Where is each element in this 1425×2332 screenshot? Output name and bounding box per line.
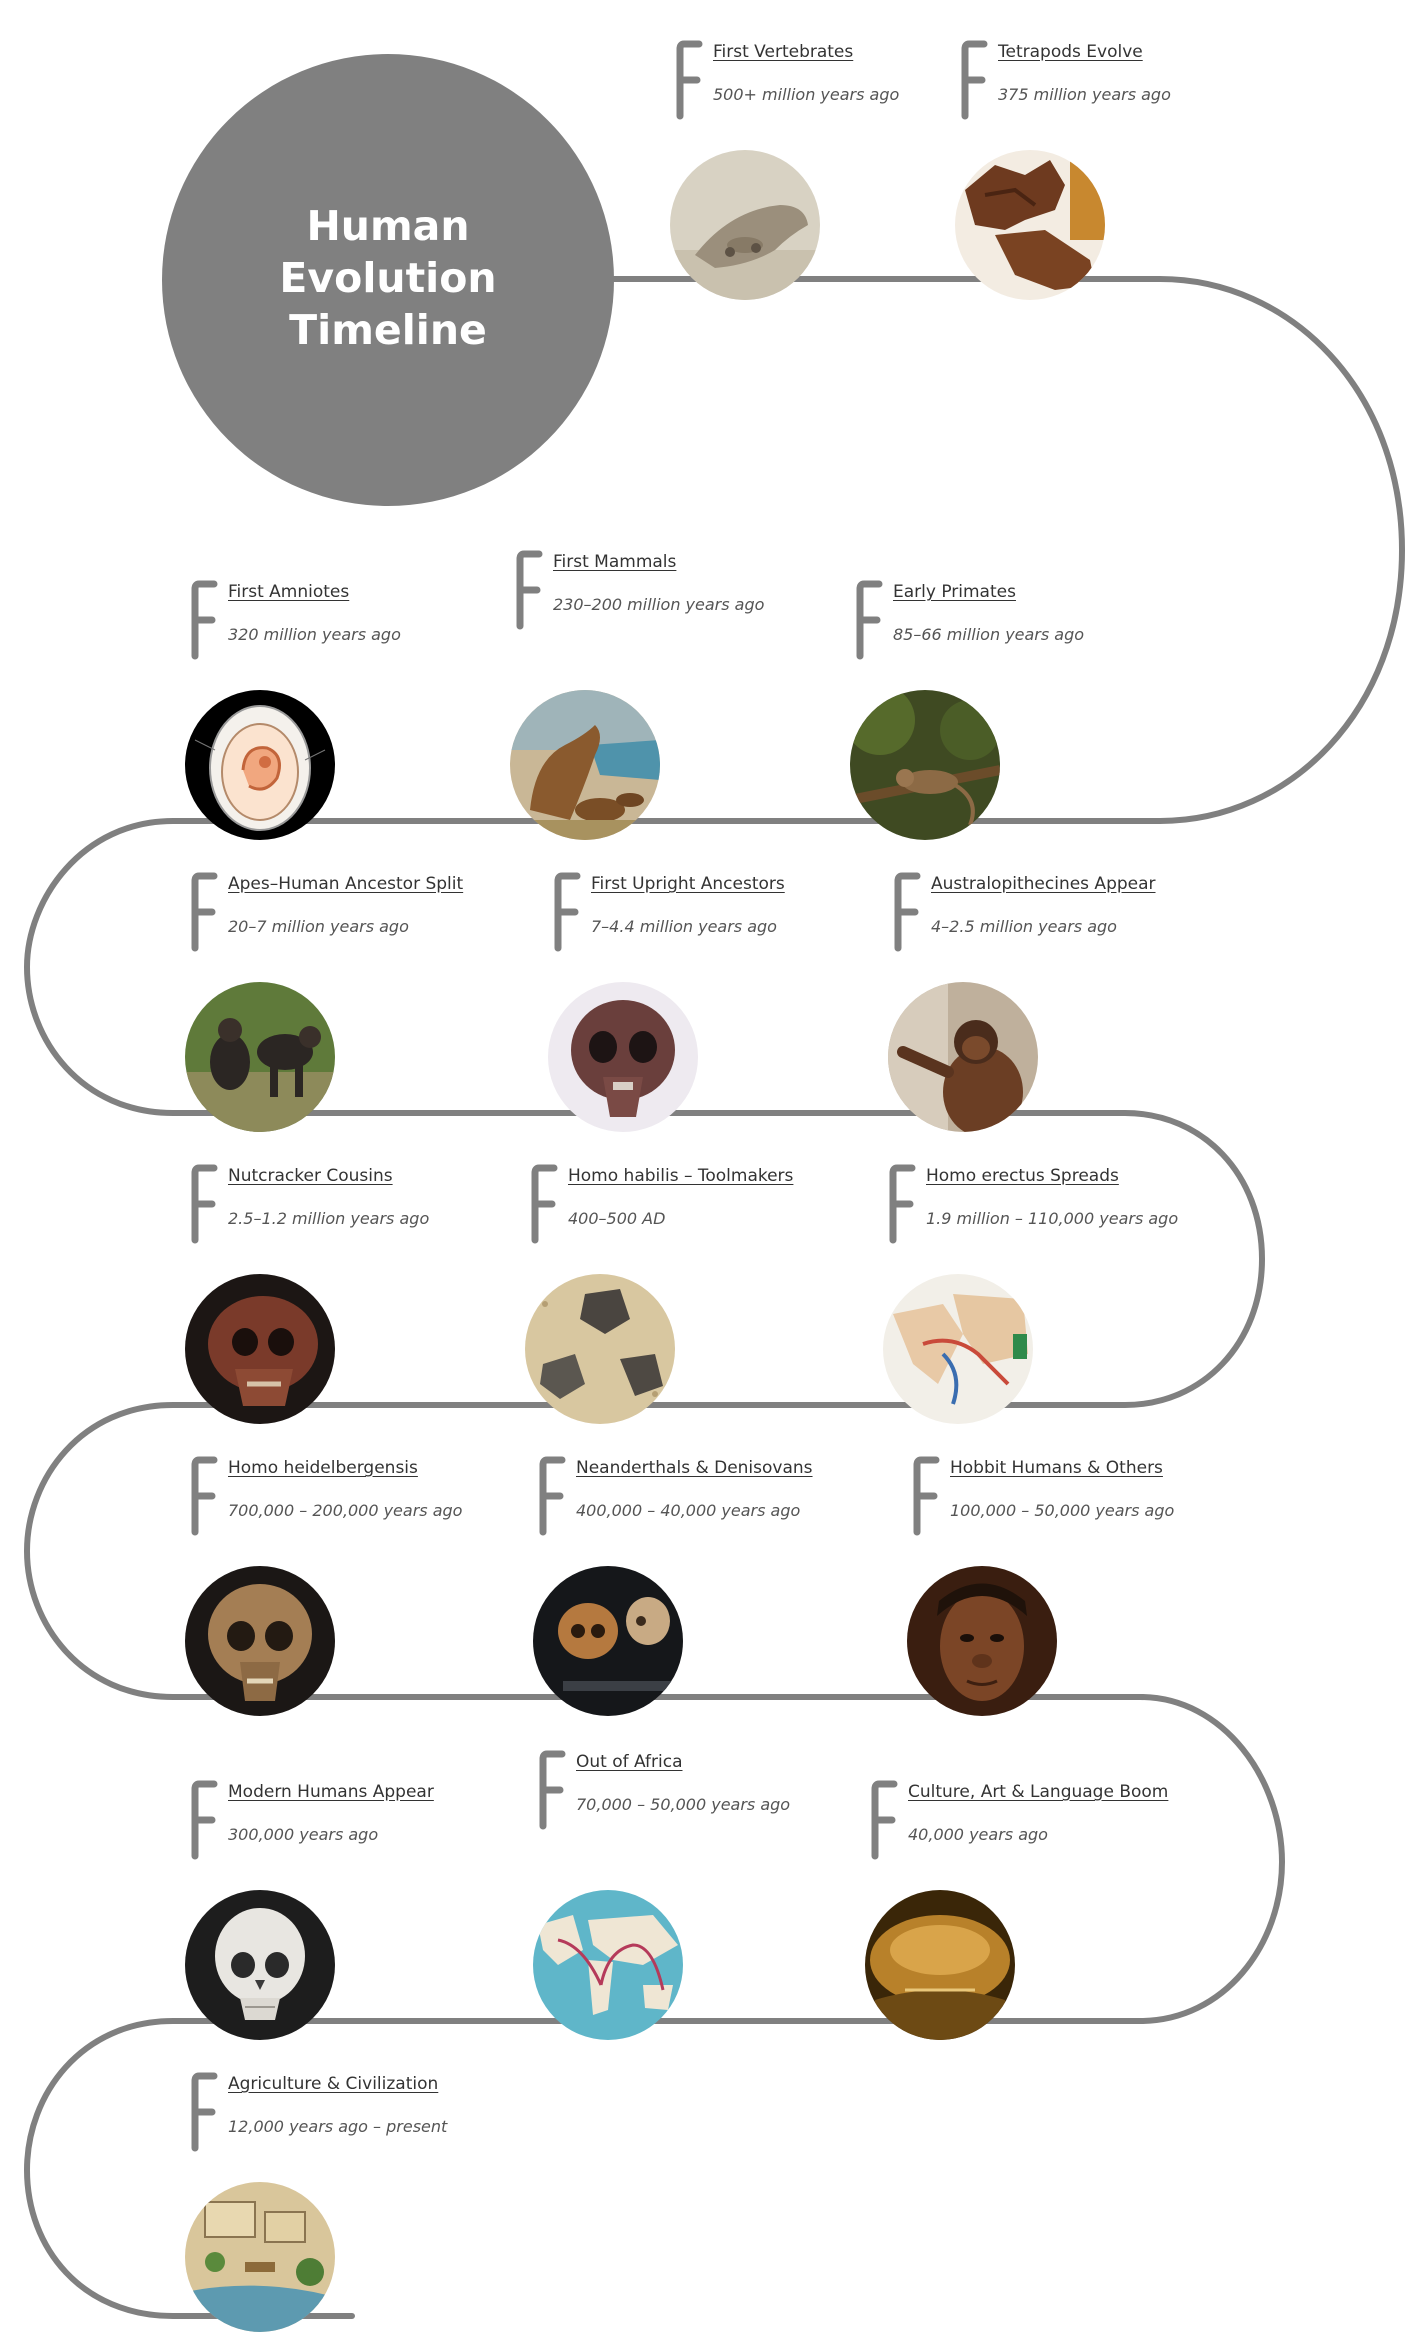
event-title[interactable]: Australopithecines Appear xyxy=(931,874,1156,894)
world-map-image xyxy=(533,1890,683,2040)
event-title[interactable]: Agriculture & Civilization xyxy=(228,2074,439,2094)
human-skull-image xyxy=(185,1890,335,2040)
event-date: 40,000 years ago xyxy=(908,1825,1048,1844)
bracket-icon xyxy=(888,1164,918,1244)
bracket-icon xyxy=(190,872,220,952)
event-title[interactable]: First Mammals xyxy=(553,552,677,572)
floresiensis-face-image xyxy=(907,1566,1057,1716)
bracket-icon xyxy=(553,872,583,952)
bracket-icon xyxy=(190,1456,220,1536)
ancient-village-image xyxy=(185,2182,335,2332)
event-title[interactable]: Early Primates xyxy=(893,582,1016,602)
event-date: 85–66 million years ago xyxy=(893,625,1085,644)
event-date: 12,000 years ago – present xyxy=(228,2117,448,2136)
neanderthal-skulls-image xyxy=(533,1566,683,1716)
event-date: 7–4.4 million years ago xyxy=(591,917,777,936)
bracket-icon xyxy=(855,580,885,660)
bracket-icon xyxy=(190,1164,220,1244)
bracket-icon xyxy=(893,872,923,952)
title-circle xyxy=(162,54,614,506)
event-title[interactable]: First Amniotes xyxy=(228,582,350,602)
bracket-icon xyxy=(538,1456,568,1536)
event-date: 20–7 million years ago xyxy=(228,917,409,936)
event-title[interactable]: Homo heidelbergensis xyxy=(228,1458,418,1478)
event-date: 700,000 – 200,000 years ago xyxy=(228,1501,463,1520)
event-date: 70,000 – 50,000 years ago xyxy=(576,1795,791,1814)
event-title[interactable]: Nutcracker Cousins xyxy=(228,1166,393,1186)
australopithecus-image xyxy=(888,982,1038,1132)
event-date: 4–2.5 million years ago xyxy=(931,917,1117,936)
paranthropus-skull-image xyxy=(185,1274,335,1424)
bracket-icon xyxy=(912,1456,942,1536)
amniotic-egg-image xyxy=(185,690,335,840)
event-date: 320 million years ago xyxy=(228,625,401,644)
bracket-icon xyxy=(515,550,545,630)
event-date: 400,000 – 40,000 years ago xyxy=(576,1501,801,1520)
bracket-icon xyxy=(190,1780,220,1860)
event-title[interactable]: Hobbit Humans & Others xyxy=(950,1458,1163,1478)
event-title[interactable]: Neanderthals & Denisovans xyxy=(576,1458,813,1478)
event-title[interactable]: Homo erectus Spreads xyxy=(926,1166,1119,1186)
sahelanthropus-skull-image xyxy=(548,982,698,1132)
bracket-icon xyxy=(190,2072,220,2152)
bracket-icon xyxy=(960,40,990,120)
tetrapod-fossil-image xyxy=(955,150,1105,300)
event-date: 300,000 years ago xyxy=(228,1825,379,1844)
fossil-fish-image xyxy=(670,150,820,300)
early-mammals-image xyxy=(510,690,660,840)
event-date: 400–500 AD xyxy=(568,1209,666,1228)
event-title[interactable]: First Upright Ancestors xyxy=(591,874,785,894)
bracket-icon xyxy=(675,40,705,120)
event-date: 375 million years ago xyxy=(998,85,1171,104)
chimpanzees-image xyxy=(185,982,335,1132)
stone-tools-image xyxy=(525,1274,675,1424)
event-title[interactable]: Modern Humans Appear xyxy=(228,1782,434,1802)
bracket-icon xyxy=(190,580,220,660)
bracket-icon xyxy=(538,1750,568,1830)
event-date: 2.5–1.2 million years ago xyxy=(228,1209,430,1228)
event-date: 500+ million years ago xyxy=(713,85,900,104)
event-title[interactable]: First Vertebrates xyxy=(713,42,854,62)
event-date: 230–200 million years ago xyxy=(553,595,765,614)
migration-map-image xyxy=(883,1274,1033,1424)
cave-art-image xyxy=(865,1890,1015,2040)
page-title: Human Evolution Timeline xyxy=(279,202,497,354)
event-date: 1.9 million – 110,000 years ago xyxy=(926,1209,1179,1228)
event-title[interactable]: Culture, Art & Language Boom xyxy=(908,1782,1169,1802)
event-title[interactable]: Homo habilis – Toolmakers xyxy=(568,1166,794,1186)
early-primate-image xyxy=(850,690,1000,840)
heidelbergensis-skull-image xyxy=(185,1566,335,1716)
event-title[interactable]: Apes–Human Ancestor Split xyxy=(228,874,464,894)
event-title[interactable]: Out of Africa xyxy=(576,1752,683,1772)
bracket-icon xyxy=(870,1780,900,1860)
event-date: 100,000 – 50,000 years ago xyxy=(950,1501,1175,1520)
bracket-icon xyxy=(530,1164,560,1244)
event-title[interactable]: Tetrapods Evolve xyxy=(998,42,1143,62)
